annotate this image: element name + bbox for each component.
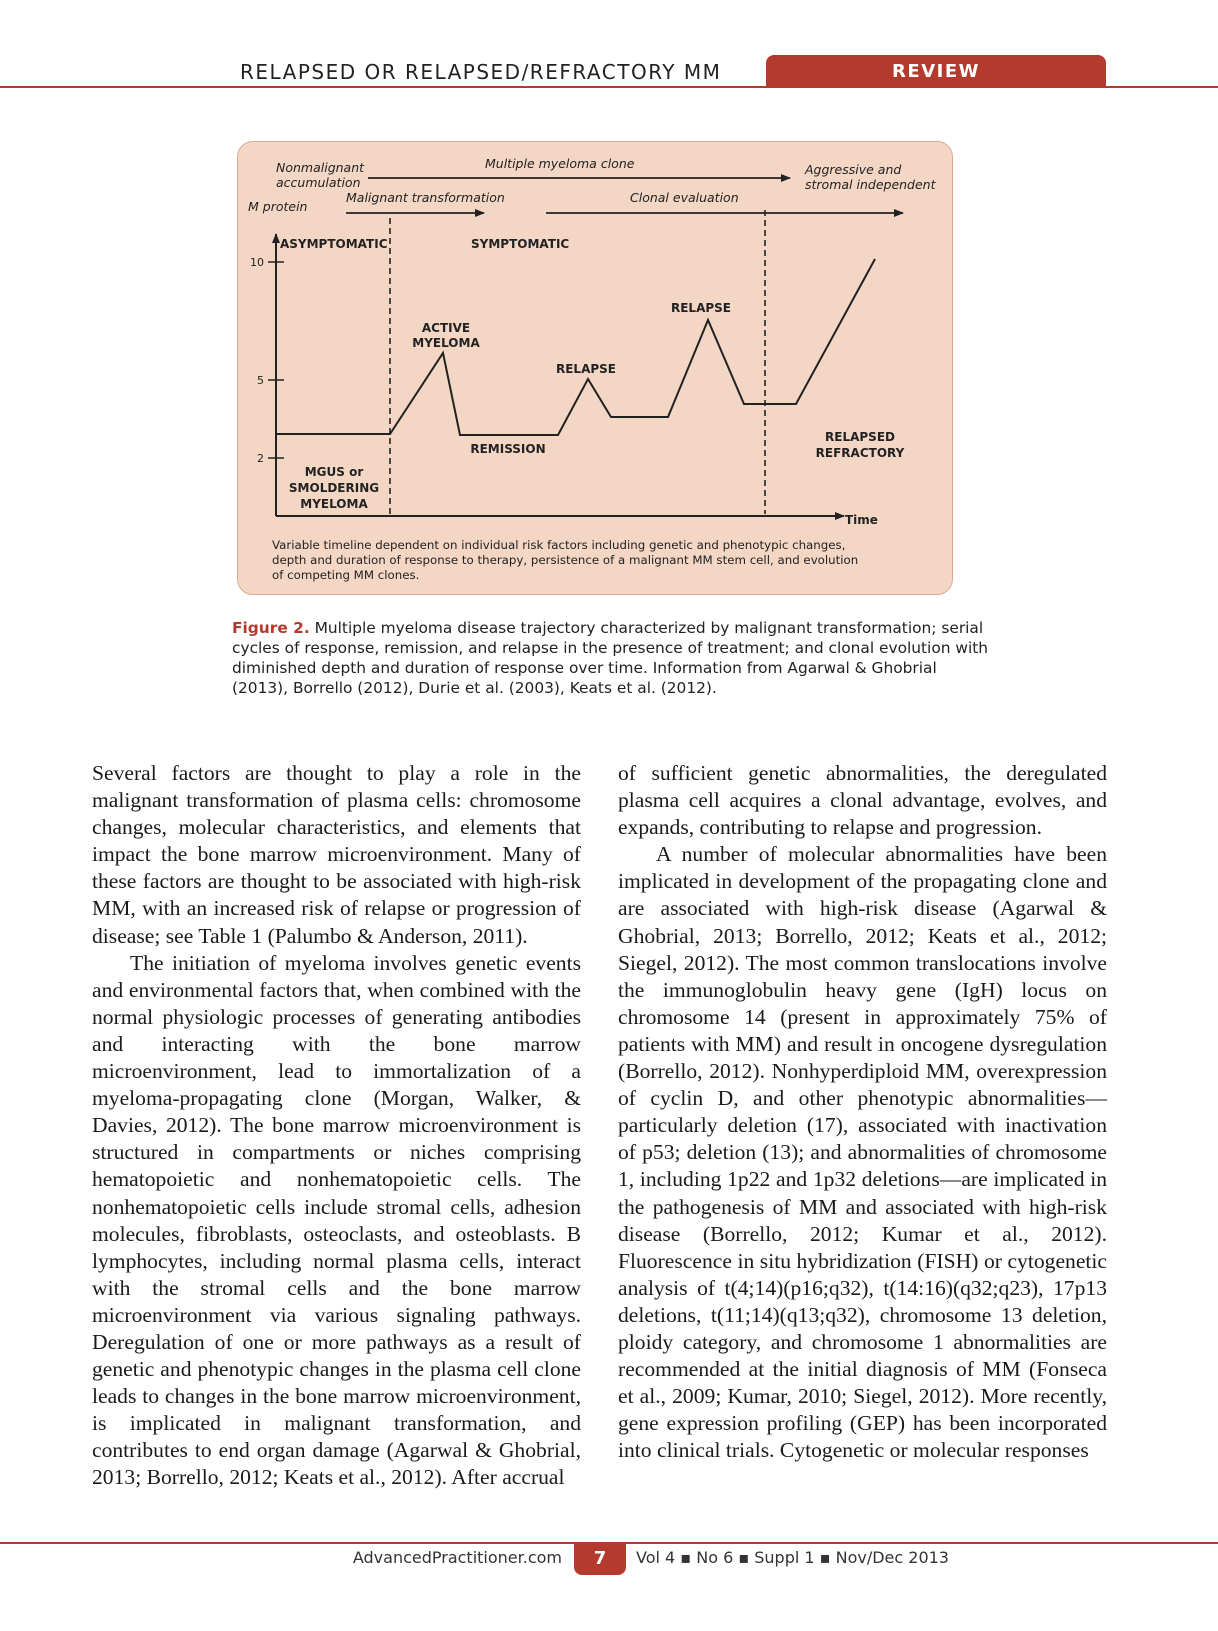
label-relapse-1: RELAPSE — [555, 362, 617, 376]
figure-footnote-line-1: Variable timeline dependent on individual risk factors including genetic and phenotypic changes, — [272, 538, 846, 552]
label-nonmalignant-2: accumulation — [276, 175, 361, 190]
label-mm-clone: Multiple myeloma clone — [485, 156, 635, 171]
label-relapse-2: RELAPSE — [670, 301, 732, 315]
label-aggressive-1: Aggressive and — [805, 162, 902, 177]
label-active-1: ACTIVE — [421, 321, 471, 335]
paragraph: of sufficient genetic abnormalities, the deregulated plasma cell acquires a clonal advantage, evolves, and expands, contributing to relapse and progression. — [618, 761, 1107, 840]
footer-site: AdvancedPractitioner.com — [352, 1548, 562, 1567]
figure-panel — [237, 141, 953, 595]
paragraph: A number of molecular abnormalities have been implicated in development of the propagating clone and are associated with high-risk disease (Agarwal & Ghobrial, 2013; Borrello, 2012; Keats et al., 2012; Siegel, 2012). The most common translocations involve the immunoglobulin heavy gene (IgH) locus on chromosome 14 (present in approximately 75% of patients with MM) and result in oncogene dysregulation (Borrello, 2012). Nonhyperdiploid MM, overexpression of cyclin D, and other phenotypic abnormalities—particularly deletion (17), associated with inactivation of p53; deletion (13); and abnormalities of chromosome 1, including 1p22 and 1p32 deletions—are implicated in the pathogenesis of MM and associated with high-risk disease (Borrello, 2012; Kumar et al., 2012). Fluorescence in situ hybridization (FISH) or cytogenetic analysis of t(4;14)(p16;q32), t(14:16)(q32;q23), 17p13 deletions, t(11;14)(q13;q32), chromosome 13 deletion, ploidy category, and chromosome 1 abnormalities are recommended at the initial diagnosis of MM (Fonseca et al., 2009; Kumar, 2010; Siegel, 2012). More recently, gene expression profiling (GEP) has been incorporated into clinical trials. Cytogenetic or molecular responses — [618, 842, 1107, 1463]
label-mgus-2: SMOLDERING — [288, 481, 380, 495]
label-remission: REMISSION — [470, 442, 546, 456]
label-active-2: MYELOMA — [412, 336, 480, 350]
footer-issue: Vol 4 ▪ No 6 ▪ Suppl 1 ▪ Nov/Dec 2013 — [636, 1548, 949, 1567]
figure-footnote-line-2: depth and duration of response to therapy, persistence of a malignant MM stem cell, and evolution — [272, 553, 859, 567]
body-column-right — [618, 760, 1107, 1464]
label-mgus-3: MYELOMA — [300, 497, 368, 511]
page-number: 7 — [574, 1542, 626, 1575]
label-symptomatic: SYMPTOMATIC — [471, 237, 570, 251]
header-rule — [0, 86, 1218, 88]
label-m-protein: M protein — [248, 199, 308, 214]
label-refractory: REFRACTORY — [815, 446, 905, 460]
label-malignant-transformation: Malignant transformation — [346, 190, 505, 205]
label-time: Time — [845, 513, 878, 527]
running-title: RELAPSED OR RELAPSED/REFRACTORY MM — [240, 60, 722, 84]
paragraph: The initiation of myeloma involves genetic events and environmental factors that, when combined with the normal physiologic processes of generating antibodies and interacting with the bone marrow microenvironment, lead to immortalization of a myeloma-propagating clone (Morgan, Walker, & Davies, 2012). The bone marrow microenvironment is structured in compartments or niches comprising hematopoietic and nonhematopoietic cells. The nonhematopoietic cells include stromal cells, adhesion molecules, fibroblasts, osteoclasts, and osteoblasts. B lymphocytes, including normal plasma cells, interact with the stromal cells and the bone marrow microenvironment via various signaling pathways. Deregulation of one or more pathways as a result of genetic and phenotypic changes in the plasma cell clone leads to changes in the bone marrow microenvironment, is implicated in malignant transformation, and contributes to end organ damage (Agarwal & Ghobrial, 2013; Borrello, 2012; Keats et al., 2012). After accrual — [92, 950, 581, 1490]
label-asymptomatic: ASYMPTOMATIC — [280, 237, 388, 251]
label-nonmalignant-1: Nonmalignant — [276, 160, 365, 175]
paragraph: Several factors are thought to play a role in the malignant transformation of plasma cells: chromosome changes, molecular characteristics, and elements that impact the bone marrow microenvironment. Many of these factors are thought to be associated with high-risk MM, with an increased risk of relapse or progression of disease; see Table 1 (Palumbo & Anderson, 2011). — [92, 761, 581, 948]
label-aggressive-2: stromal independent — [805, 177, 936, 192]
y-tick-5: 5 — [257, 374, 264, 387]
label-relapsed: RELAPSED — [825, 430, 895, 444]
figure-caption-text: Multiple myeloma disease trajectory characterized by malignant transformation; serial cycles of response, remission, and relapse in the presence of treatment; and clonal evolution with diminished depth and duration of response over time. Information from Agarwal & Ghobrial (2013), Borrello (2012), Durie et al. (2003), Keats et al. (2012). — [232, 619, 989, 697]
y-tick-10: 10 — [250, 256, 264, 269]
disease-trajectory-diagram — [238, 142, 954, 596]
y-tick-2: 2 — [257, 452, 264, 465]
figure-caption-label: Figure 2. — [232, 619, 310, 637]
label-mgus-1: MGUS or — [304, 465, 364, 479]
section-badge: REVIEW — [766, 55, 1106, 87]
figure-footnote-line-3: of competing MM clones. — [272, 568, 420, 582]
body-column-left — [92, 760, 581, 1492]
figure-caption — [232, 618, 992, 698]
label-clonal-evaluation: Clonal evaluation — [630, 190, 739, 205]
m-protein-trajectory — [276, 259, 875, 435]
